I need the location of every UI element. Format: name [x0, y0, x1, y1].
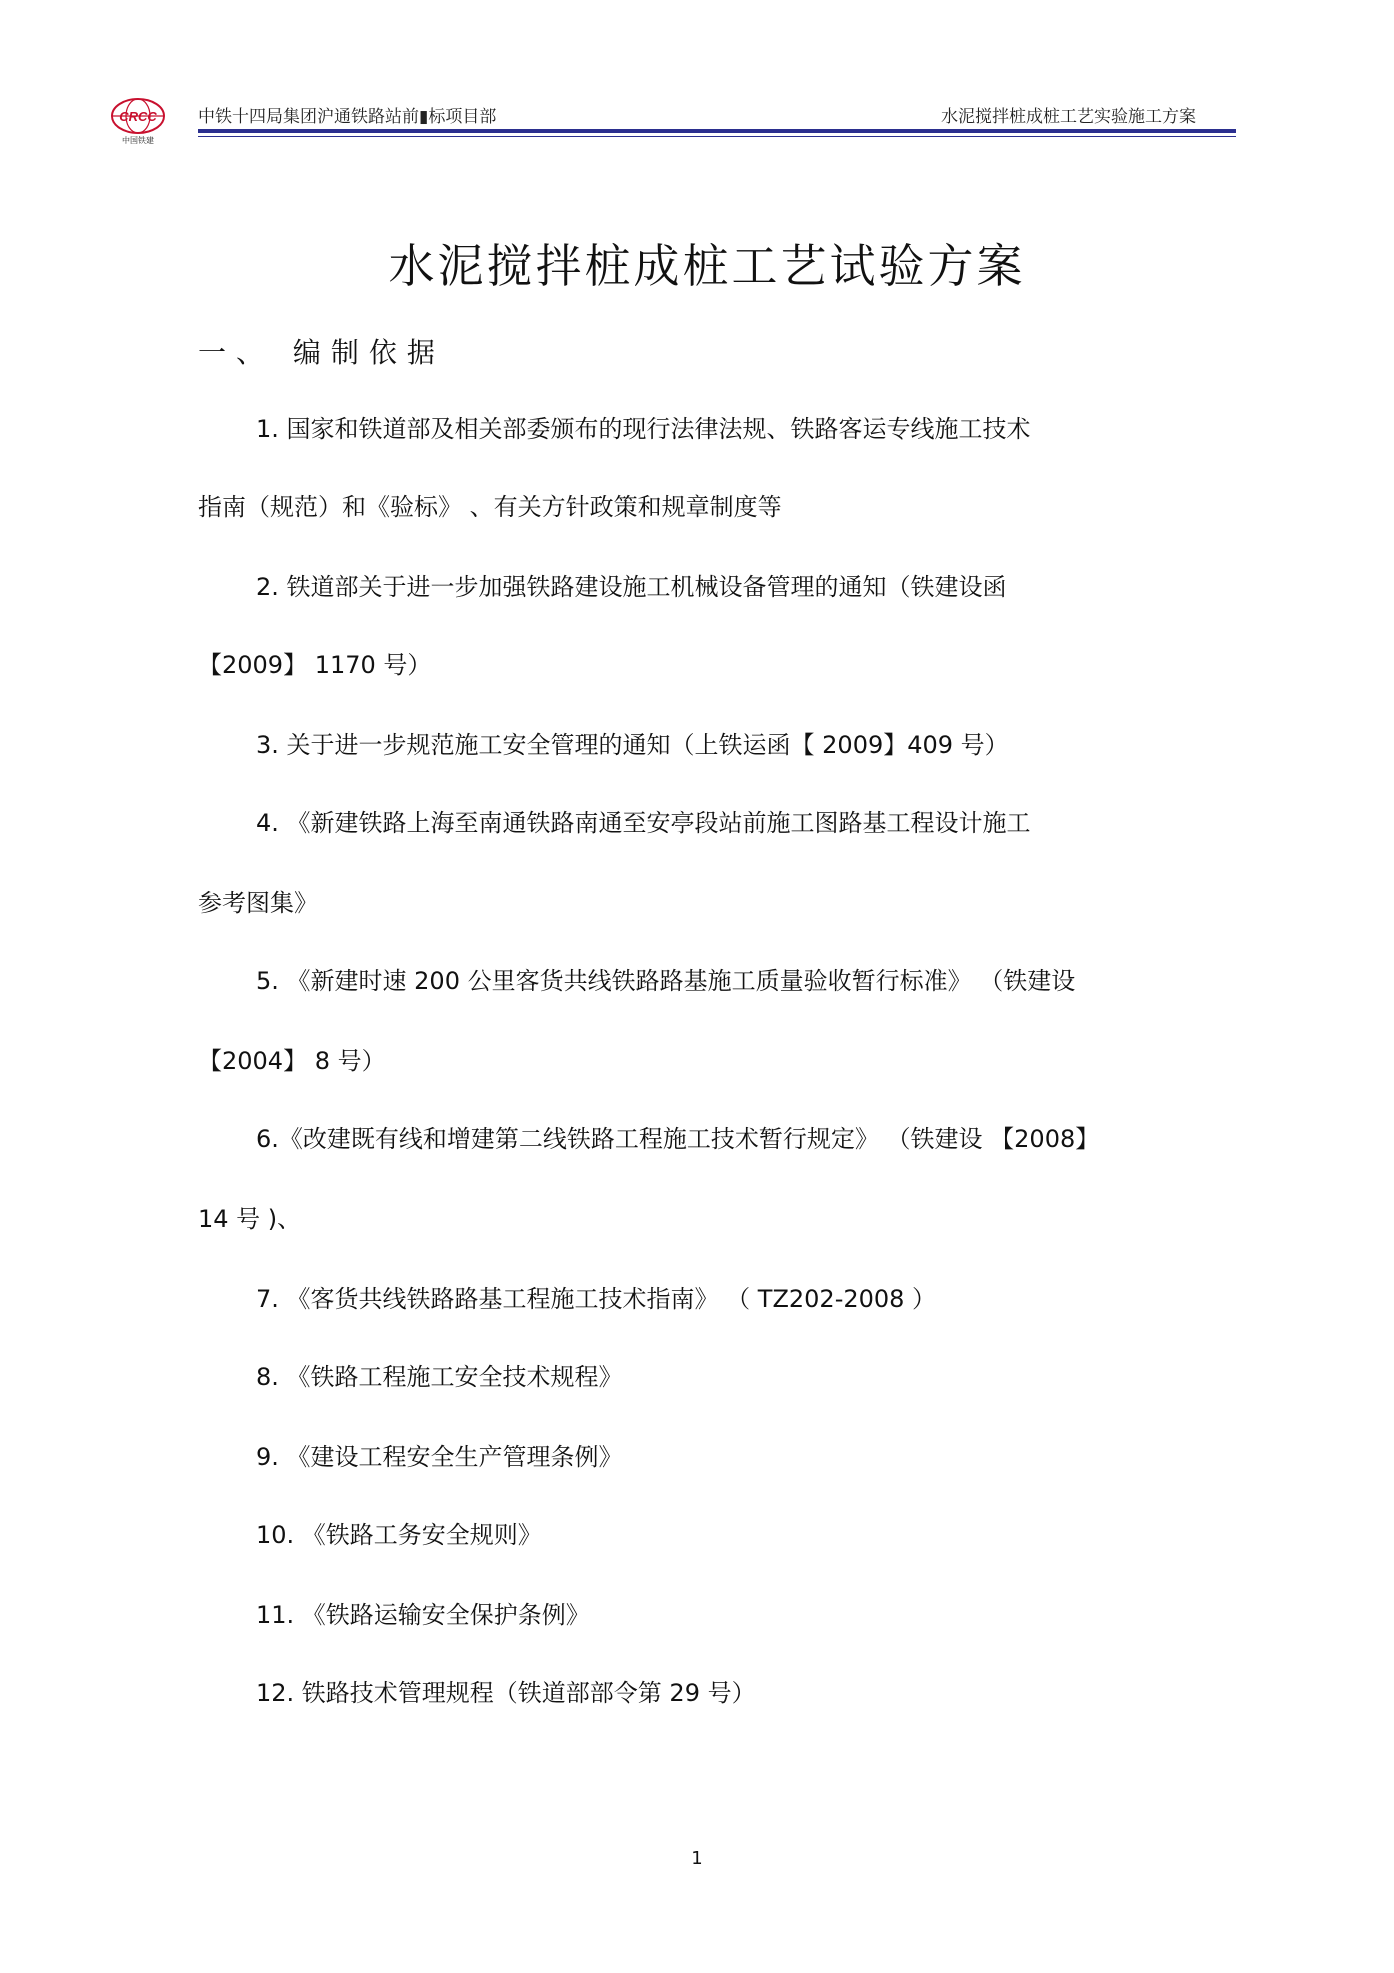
basis-line: 4. 《新建铁路上海至南通铁路南通至安亭段站前施工图路基工程设计施工	[256, 809, 1031, 837]
header-organization: 中铁十四局集团沪通铁路站前▮标项目部	[198, 107, 497, 127]
basis-line: 参考图集》	[198, 889, 318, 917]
basis-line: 10. 《铁路工务安全规则》	[256, 1521, 542, 1549]
basis-line: 1. 国家和铁道部及相关部委颁布的现行法律法规、铁路客运专线施工技术	[256, 415, 1031, 443]
basis-line: 9. 《建设工程安全生产管理条例》	[256, 1443, 623, 1471]
basis-line: 6.《改建既有线和增建第二线铁路工程施工技术暂行规定》 （铁建设 【2008】	[256, 1125, 1100, 1153]
document-title: 水泥搅拌桩成桩工艺试验方案	[388, 239, 1026, 293]
basis-line: 14 号 )、	[198, 1205, 302, 1233]
basis-line: 【2004】 8 号）	[198, 1047, 386, 1075]
page-number: 1	[691, 1848, 703, 1869]
logo-text: CRCC	[119, 109, 157, 124]
header-rule-thick	[198, 129, 1236, 133]
basis-line: 5. 《新建时速 200 公里客货共线铁路路基施工质量验收暂行标准》 （铁建设	[256, 967, 1076, 995]
basis-line: 7. 《客货共线铁路路基工程施工技术指南》 （ TZ202-2008 ）	[256, 1285, 937, 1313]
basis-line: 【2009】 1170 号）	[198, 651, 432, 679]
basis-line: 2. 铁道部关于进一步加强铁路建设施工机械设备管理的通知（铁建设函	[256, 573, 1007, 601]
basis-line: 8. 《铁路工程施工安全技术规程》	[256, 1363, 623, 1391]
basis-line: 12. 铁路技术管理规程（铁道部部令第 29 号）	[256, 1679, 756, 1707]
header-document-title: 水泥搅拌桩成桩工艺实验施工方案	[941, 107, 1196, 127]
basis-line: 指南（规范）和《验标》 、有关方针政策和规章制度等	[198, 493, 782, 521]
basis-line: 3. 关于进一步规范施工安全管理的通知（上铁运函【 2009】409 号）	[256, 731, 1009, 759]
section-heading: 一、 编制依据	[198, 336, 445, 369]
page-header	[106, 96, 1236, 146]
crcc-logo	[106, 96, 170, 146]
header-rule-thin	[198, 136, 1236, 137]
basis-line: 11. 《铁路运输安全保护条例》	[256, 1601, 590, 1629]
logo-subtext: 中国铁建	[122, 136, 154, 145]
